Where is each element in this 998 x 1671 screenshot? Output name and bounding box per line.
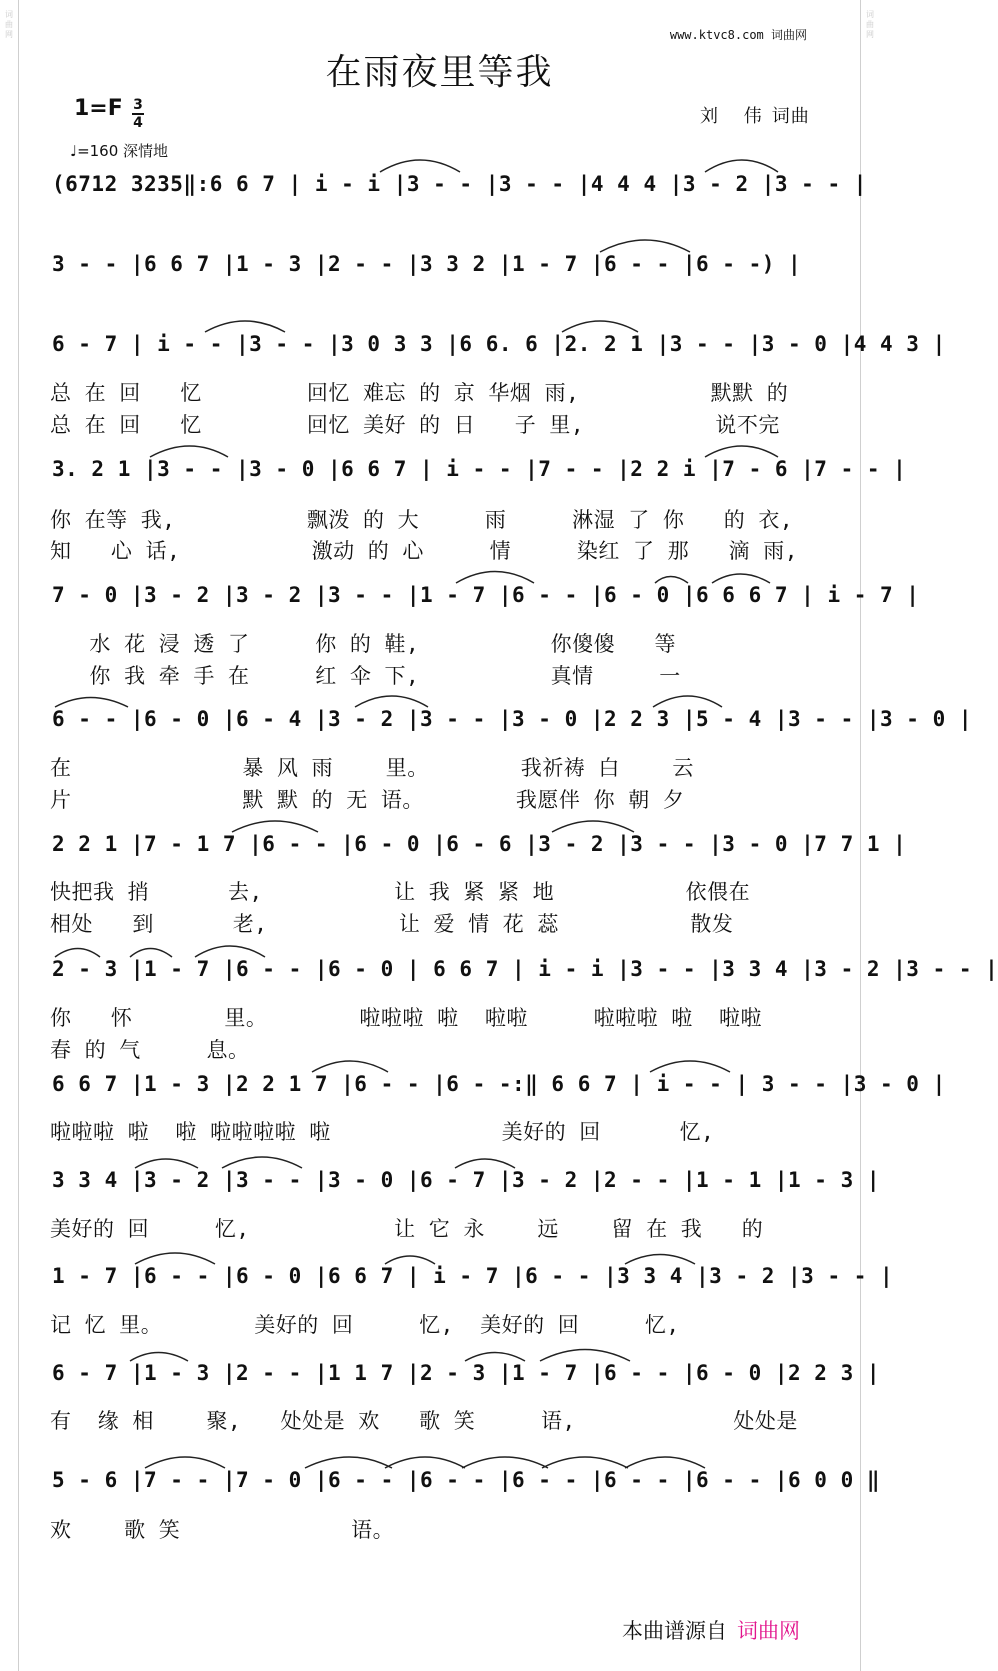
lyric-line: 总 在 回 忆 回忆 美好 的 日 子 里, 说不完: [50, 413, 780, 437]
lyric-line: 欢 歌 笑 语。: [50, 1518, 395, 1542]
lyric-line: 在 暴 风 雨 里。 我祈祷 白 云: [50, 756, 694, 780]
notation-line: 3 - - |6 6 7 |1 - 3 |2 - - |3 3 2 |1 - 7 |6 - - |6 - -) |: [52, 252, 802, 276]
tempo-marking: ♩=160 深情地: [70, 142, 169, 160]
notation-line: 6 - - |6 - 0 |6 - 4 |3 - 2 |3 - - |3 - 0 |2 2 3 |5 - 4 |3 - - |3 - 0 |: [52, 707, 973, 731]
lyric-line: 知 心 话, 激动 的 心 情 染红 了 那 滴 雨,: [50, 539, 798, 563]
slur: [385, 1457, 465, 1468]
lyric-line: 片 默 默 的 无 语。 我愿伴 你 朝 夕: [50, 788, 685, 812]
watermark-text: 词曲网: [5, 10, 13, 39]
slur: [150, 446, 228, 457]
slur: [462, 1457, 548, 1468]
slur: [705, 446, 778, 457]
slur: [205, 321, 285, 332]
key-signature: 1=F: [74, 96, 123, 121]
notation-line: 1 - 7 |6 - - |6 - 0 |6 6 7 | i - 7 |6 - - |3 3 4 |3 - 2 |3 - - |: [52, 1264, 894, 1288]
slur: [465, 1353, 525, 1362]
slur: [55, 698, 128, 708]
slur: [712, 574, 770, 583]
notation-line: 7 - 0 |3 - 2 |3 - 2 |3 - - |1 - 7 |6 - - |6 - 0 |6 6 6 7 | i - 7 |: [52, 583, 920, 607]
slur: [705, 160, 778, 172]
source-credit: [622, 1615, 800, 1645]
slur: [305, 1457, 392, 1468]
slur: [385, 1256, 435, 1264]
slur: [232, 821, 318, 832]
lyric-line: 啦啦啦 啦 啦 啦啦啦啦 啦 美好的 回 忆,: [50, 1120, 715, 1144]
notation-line: 6 6 7 |1 - 3 |2 2 1 7 |6 - - |6 - -:‖ 6 6 7 | i - - | 3 - - |3 - 0 |: [52, 1072, 946, 1096]
slur: [456, 572, 534, 584]
notation-line: 2 2 1 |7 - 1 7 |6 - - |6 - 0 |6 - 6 |3 - 2 |3 - - |3 - 0 |7 7 1 |: [52, 832, 907, 856]
slur: [542, 1457, 628, 1468]
source-brand[interactable]: 词曲网: [737, 1619, 800, 1643]
slur: [455, 1159, 515, 1168]
slur: [355, 696, 428, 707]
left-watermark-strip: [0, 0, 19, 1671]
slur: [600, 240, 690, 252]
lyric-line: 你 在等 我, 飘泼 的 大 雨 淋湿 了 你 的 衣,: [50, 508, 794, 532]
slur: [55, 949, 100, 958]
slur: [130, 949, 172, 958]
notation-line: 6 - 7 | i - - |3 - - |3 0 3 3 |6 6. 6 |2. 2 1 |3 - - |3 - 0 |4 4 3 |: [52, 332, 946, 356]
notation-line: 6 - 7 |1 - 3 |2 - - |1 1 7 |2 - 3 |1 - 7 |6 - - |6 - 0 |2 2 3 |: [52, 1361, 881, 1385]
lyric-line: 水 花 浸 透 了 你 的 鞋, 你傻傻 等: [50, 632, 677, 656]
composer-credit: [700, 102, 810, 128]
slur: [195, 946, 265, 957]
notation-line: 3. 2 1 |3 - - |3 - 0 |6 6 7 | i - - |7 - - |2 2 i |7 - 6 |7 - - |: [52, 457, 907, 481]
site-url[interactable]: www.ktvc8.com 词曲网: [669, 28, 807, 42]
lyric-line: 总 在 回 忆 回忆 难忘 的 京 华烟 雨, 默默 的: [50, 381, 789, 405]
lyric-line: 快把我 捎 去, 让 我 紧 紧 地 依偎在: [50, 880, 751, 904]
notation-line: 5 - 6 |7 - - |7 - 0 |6 - - |6 - - |6 - - |6 - - |6 - - |6 0 0 ‖: [52, 1468, 881, 1492]
time-signature: [132, 98, 144, 130]
slur: [135, 1253, 215, 1264]
slur: [625, 1457, 705, 1468]
slur: [380, 160, 460, 172]
slur: [625, 1255, 695, 1265]
lyric-line: 你 我 牵 手 在 红 伞 下, 真情 一: [50, 664, 681, 688]
slur: [145, 1457, 225, 1468]
lyric-line: 你 怀 里。 啦啦啦 啦 啦啦 啦啦啦 啦 啦啦: [50, 1006, 763, 1030]
slur: [653, 696, 722, 707]
slur: [552, 821, 634, 832]
notation-line: (6712 3235‖:6 6 7 | i - i |3 - - |3 - - |4 4 4 |3 - 2 |3 - - |: [52, 172, 867, 196]
composer-name: 刘 伟: [700, 106, 772, 127]
notation-line: 3 3 4 |3 - 2 |3 - - |3 - 0 |6 - 7 |3 - 2 |2 - - |1 - 1 |1 - 3 |: [52, 1168, 881, 1192]
meter-top: 3: [133, 97, 143, 113]
composer-role: 词曲: [771, 106, 810, 127]
source-label: 本曲谱源自: [622, 1619, 727, 1643]
lyric-line: 美好的 回 忆, 让 它 永 远 留 在 我 的: [50, 1217, 764, 1241]
slur: [135, 1159, 198, 1168]
lyric-line: 春 的 气 息。: [50, 1038, 250, 1062]
meter-bottom: 4: [133, 115, 143, 131]
song-title: 在雨夜里等我: [325, 52, 554, 93]
lyric-line: 有 缘 相 聚, 处处是 欢 歌 笑 语, 处处是: [50, 1409, 798, 1433]
slur: [130, 1353, 188, 1362]
slur: [540, 1350, 630, 1362]
slur: [222, 1157, 302, 1168]
watermark-text: 词曲网: [866, 10, 874, 39]
notation-line: 2 - 3 |1 - 7 |6 - - |6 - 0 | 6 6 7 | i - i |3 - - |3 3 4 |3 - 2 |3 - - |: [52, 957, 998, 981]
lyric-line: 记 忆 里。 美好的 回 忆, 美好的 回 忆,: [50, 1313, 680, 1337]
slur: [562, 321, 638, 332]
lyric-line: 相处 到 老, 让 爱 情 花 蕊 散发: [50, 912, 734, 936]
